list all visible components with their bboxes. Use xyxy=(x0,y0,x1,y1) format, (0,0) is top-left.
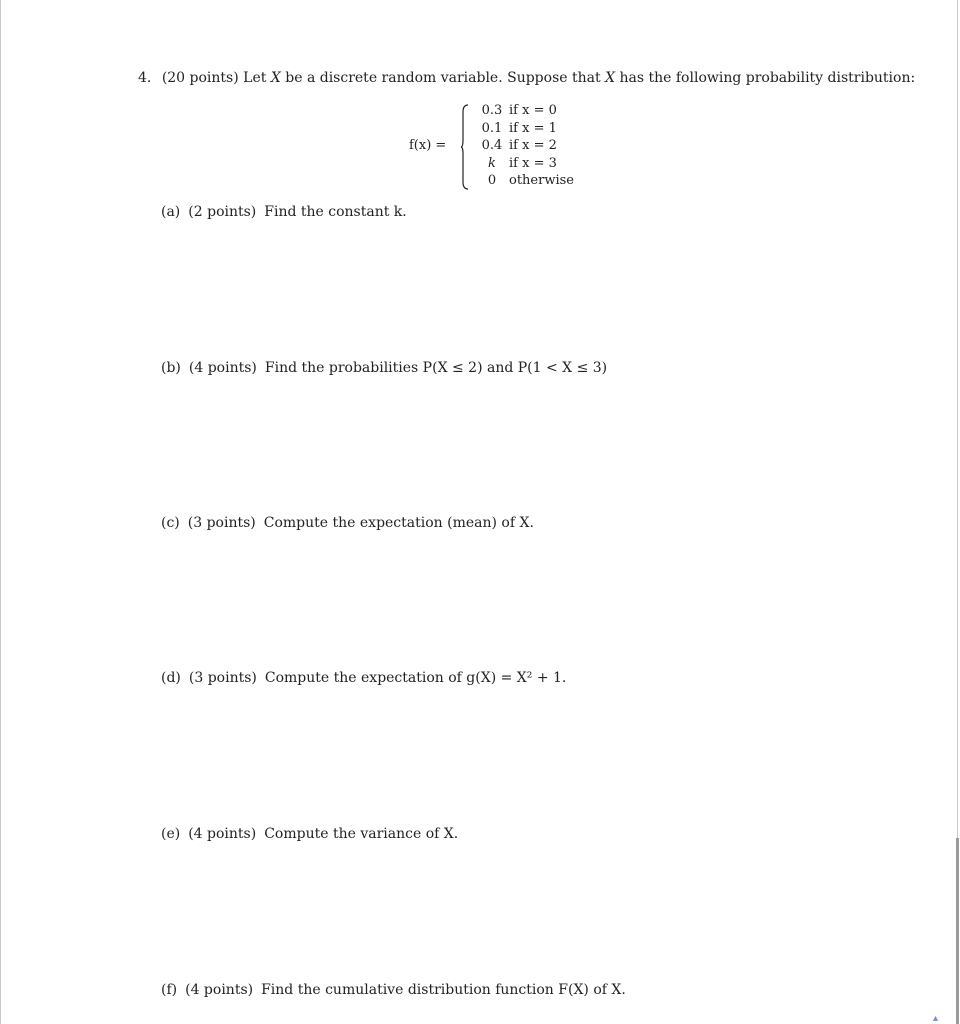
pmf-row xyxy=(475,172,574,190)
part-label: (a) xyxy=(161,204,181,220)
part-b xyxy=(161,360,607,376)
problem-number: 4. xyxy=(138,70,152,86)
pmf-condition: otherwise xyxy=(509,173,574,189)
part-text: Compute the expectation of g(X) = X² + 1. xyxy=(264,670,567,686)
pmf-condition: if x = 2 xyxy=(509,138,557,154)
scrollbar[interactable] xyxy=(956,838,959,1024)
pmf-value: k xyxy=(488,155,496,171)
part-c xyxy=(161,515,534,531)
part-label: (b) xyxy=(161,360,181,376)
part-text: Compute the variance of X. xyxy=(264,826,459,842)
pmf-condition: if x = 3 xyxy=(509,155,557,171)
statement-pre: Let xyxy=(243,70,267,86)
pmf-equation xyxy=(409,102,609,192)
part-text: Find the cumulative distribution function F(X) of X. xyxy=(261,982,626,998)
statement-post: has the following probability distribution: xyxy=(619,70,916,86)
variable-x: X xyxy=(270,70,281,86)
problem-statement xyxy=(138,70,915,86)
problem-points: (20 points) xyxy=(161,70,239,86)
part-a xyxy=(161,204,407,220)
part-points: (4 points) xyxy=(185,982,254,998)
pmf-lhs: f(x) = xyxy=(409,138,447,153)
part-points: (4 points) xyxy=(188,360,257,376)
part-points: (2 points) xyxy=(188,204,257,220)
part-points: (4 points) xyxy=(188,826,257,842)
statement-mid: be a discrete random variable. Suppose that xyxy=(285,70,601,86)
part-points: (3 points) xyxy=(188,670,257,686)
pmf-value: 0.4 xyxy=(481,138,503,154)
pmf-row xyxy=(475,120,574,138)
pmf-condition: if x = 1 xyxy=(509,120,557,136)
variable-x-2: X xyxy=(605,70,616,86)
part-text: Find the probabilities P(X ≤ 2) and P(1 < X ≤ 3) xyxy=(264,360,608,376)
pmf-value: 0 xyxy=(487,173,497,189)
pmf-row xyxy=(475,102,574,120)
part-e xyxy=(161,826,458,842)
part-points: (3 points) xyxy=(187,515,256,531)
pmf-condition: if x = 0 xyxy=(509,103,557,119)
part-label: (c) xyxy=(161,515,180,531)
part-label: (d) xyxy=(161,670,181,686)
pmf-value: 0.3 xyxy=(481,103,503,119)
pmf-row xyxy=(475,137,574,155)
pmf-row xyxy=(475,155,574,173)
caret-up-icon[interactable]: ▴ xyxy=(932,1013,938,1024)
part-text: Compute the expectation (mean) of X. xyxy=(263,515,534,531)
part-label: (e) xyxy=(161,826,181,842)
pmf-value: 0.1 xyxy=(481,120,503,136)
left-brace-icon xyxy=(461,104,467,188)
part-label: (f) xyxy=(161,982,178,998)
part-text: Find the constant k. xyxy=(264,204,407,220)
pmf-cases xyxy=(475,102,574,190)
part-f xyxy=(161,982,626,998)
part-d xyxy=(161,670,566,686)
